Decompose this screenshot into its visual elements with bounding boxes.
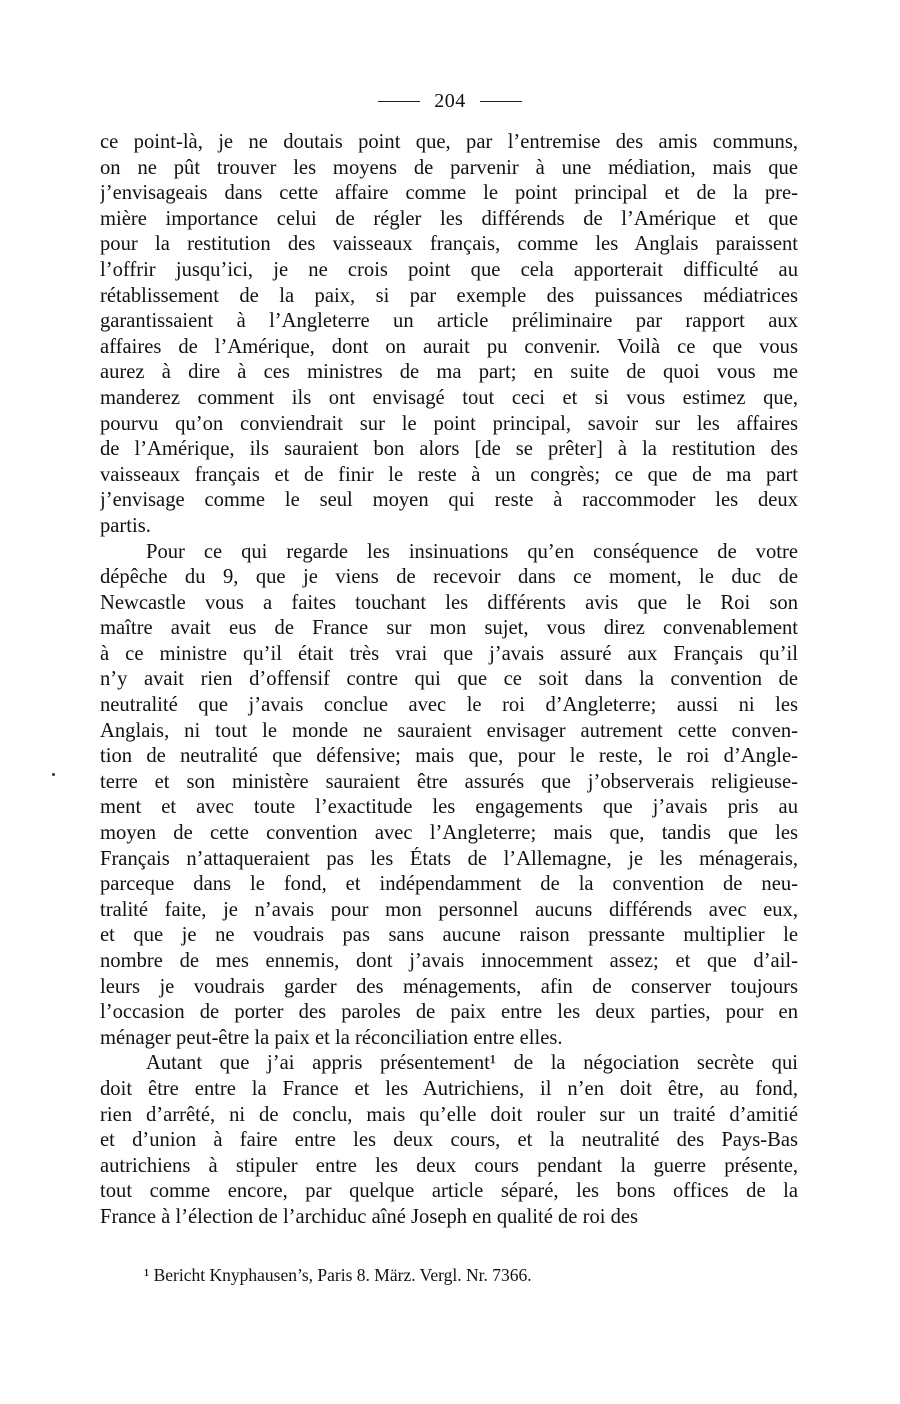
paragraph bbox=[100, 130, 798, 540]
text-line: ménager peut-être la paix et la réconciliation entre elles. bbox=[100, 1026, 563, 1049]
page-number: 204 bbox=[434, 89, 466, 112]
text-line: tralité faite, je n’avais pour mon personnel aucuns différends avec eux, bbox=[100, 898, 798, 921]
text-line: à ce ministre qu’il était très vrai que j’avais assuré aux Français qu’il bbox=[100, 642, 798, 665]
text-line: ce point-là, je ne doutais point que, par l’entremise des amis communs, bbox=[100, 131, 798, 153]
text-line: pour la restitution des vaisseaux français, comme les Anglais paraissent bbox=[100, 233, 798, 256]
text-line: aurez à dire à ces ministres de ma part; en suite de quoi vous me bbox=[100, 361, 798, 384]
text-line: manderez comment ils ont envisagé tout ceci et si vous estimez que, bbox=[100, 386, 798, 409]
text-line: dépêche du 9, que je viens de recevoir dans ce moment, le duc de bbox=[100, 566, 798, 589]
text-line: terre et son ministère sauraient être assurés que j’observerais religieuse- bbox=[100, 770, 798, 793]
text-line: on ne pût trouver les moyens de parvenir à une médiation, mais que bbox=[100, 156, 798, 179]
text-line: mière importance celui de régler les différends de l’Amérique et que bbox=[100, 207, 798, 230]
page-header bbox=[0, 88, 900, 114]
text-line: rien d’arrêté, ni de conclu, mais qu’elle doit rouler sur un traité d’amitié bbox=[100, 1103, 798, 1126]
header-rule-left bbox=[378, 101, 420, 102]
text-line: j’envisage comme le seul moyen qui reste à raccommoder les deux bbox=[100, 489, 798, 512]
text-line: maître avait eus de France sur mon sujet, vous direz convenablement bbox=[100, 617, 798, 640]
text-line: France à l’élection de l’archiduc aîné Joseph en qualité de roi des bbox=[100, 1205, 639, 1228]
paragraph bbox=[100, 1051, 798, 1230]
text-line: Newcastle vous a faites touchant les différents avis que le Roi son bbox=[100, 591, 798, 614]
text-line: partis. bbox=[100, 514, 151, 537]
text-line: tion de neutralité que défensive; mais que, pour le reste, le roi d’Angle- bbox=[100, 745, 798, 768]
text-line: n’y avait rien d’offensif contre qui que ce soit dans la convention de bbox=[100, 668, 798, 691]
header-rule-right bbox=[480, 101, 522, 102]
text-line: et d’union à faire entre les deux cours, et la neutralité des Pays-Bas bbox=[100, 1129, 798, 1152]
footnote-text: ¹ Bericht Knyphausen’s, Paris 8. März. Vergl. Nr. 7366. bbox=[144, 1265, 532, 1285]
text-line: de l’Amérique, ils sauraient bon alors [de se prêter] à la restitution des bbox=[100, 438, 798, 461]
text-line: tout comme encore, par quelque article séparé, les bons offices de la bbox=[100, 1180, 798, 1203]
text-line: moyen de cette convention avec l’Angleterre; mais que, tandis que les bbox=[100, 822, 798, 845]
text-line: l’occasion de porter des paroles de paix entre les deux parties, pour en bbox=[100, 1001, 798, 1024]
text-line: affaires de l’Amérique, dont on aurait pu convenir. Voilà ce que vous bbox=[100, 335, 798, 358]
margin-mark bbox=[52, 773, 55, 776]
text-line: doit être entre la France et les Autrichiens, il n’en doit être, au fond, bbox=[100, 1077, 798, 1100]
text-line: ment et avec toute l’exactitude les engagements que j’avais pris au bbox=[100, 796, 798, 819]
text-line: l’offrir jusqu’ici, je ne crois point que cela apporterait difficulté au bbox=[100, 258, 798, 281]
text-line: vaisseaux français et de finir le reste à un congrès; ce que de ma part bbox=[100, 463, 798, 486]
text-line: nombre de mes ennemis, dont j’avais innocemment assez; et que d’ail- bbox=[100, 950, 798, 972]
text-line: Autant que j’ai appris présentement¹ de la négociation secrète qui bbox=[146, 1052, 798, 1075]
text-line: neutralité que j’avais conclue avec le roi d’Angleterre; aussi ni les bbox=[100, 694, 798, 717]
text-line: autrichiens à stipuler entre les deux cours pendant la guerre présente, bbox=[100, 1154, 798, 1177]
text-line: j’envisageais dans cette affaire comme le point principal et de la pre- bbox=[100, 182, 798, 205]
footnote bbox=[100, 1263, 798, 1287]
text-line: leurs je voudrais garder des ménagements, afin de conserver toujours bbox=[100, 975, 798, 998]
text-line: parceque dans le fond, et indépendamment de la convention de neu- bbox=[100, 873, 798, 896]
text-line: Anglais, ni tout le monde ne sauraient envisager autrement cette conven- bbox=[100, 719, 798, 742]
text-line: pourvu qu’on conviendrait sur le point principal, savoir sur les affaires bbox=[100, 412, 798, 435]
text-line: Français n’attaqueraient pas les États de l’Allemagne, je les ménagerais, bbox=[100, 847, 798, 870]
paragraph bbox=[100, 540, 798, 1052]
text-line: et que je ne voudrais pas sans aucune raison pressante multiplier le bbox=[100, 924, 798, 947]
text-line: Pour ce qui regarde les insinuations qu’en conséquence de votre bbox=[146, 540, 798, 563]
text-line: garantissaient à l’Angleterre un article préliminaire par rapport aux bbox=[100, 310, 798, 333]
text-line: rétablissement de la paix, si par exemple des puissances médiatrices bbox=[100, 284, 798, 307]
body-text bbox=[100, 130, 798, 1231]
